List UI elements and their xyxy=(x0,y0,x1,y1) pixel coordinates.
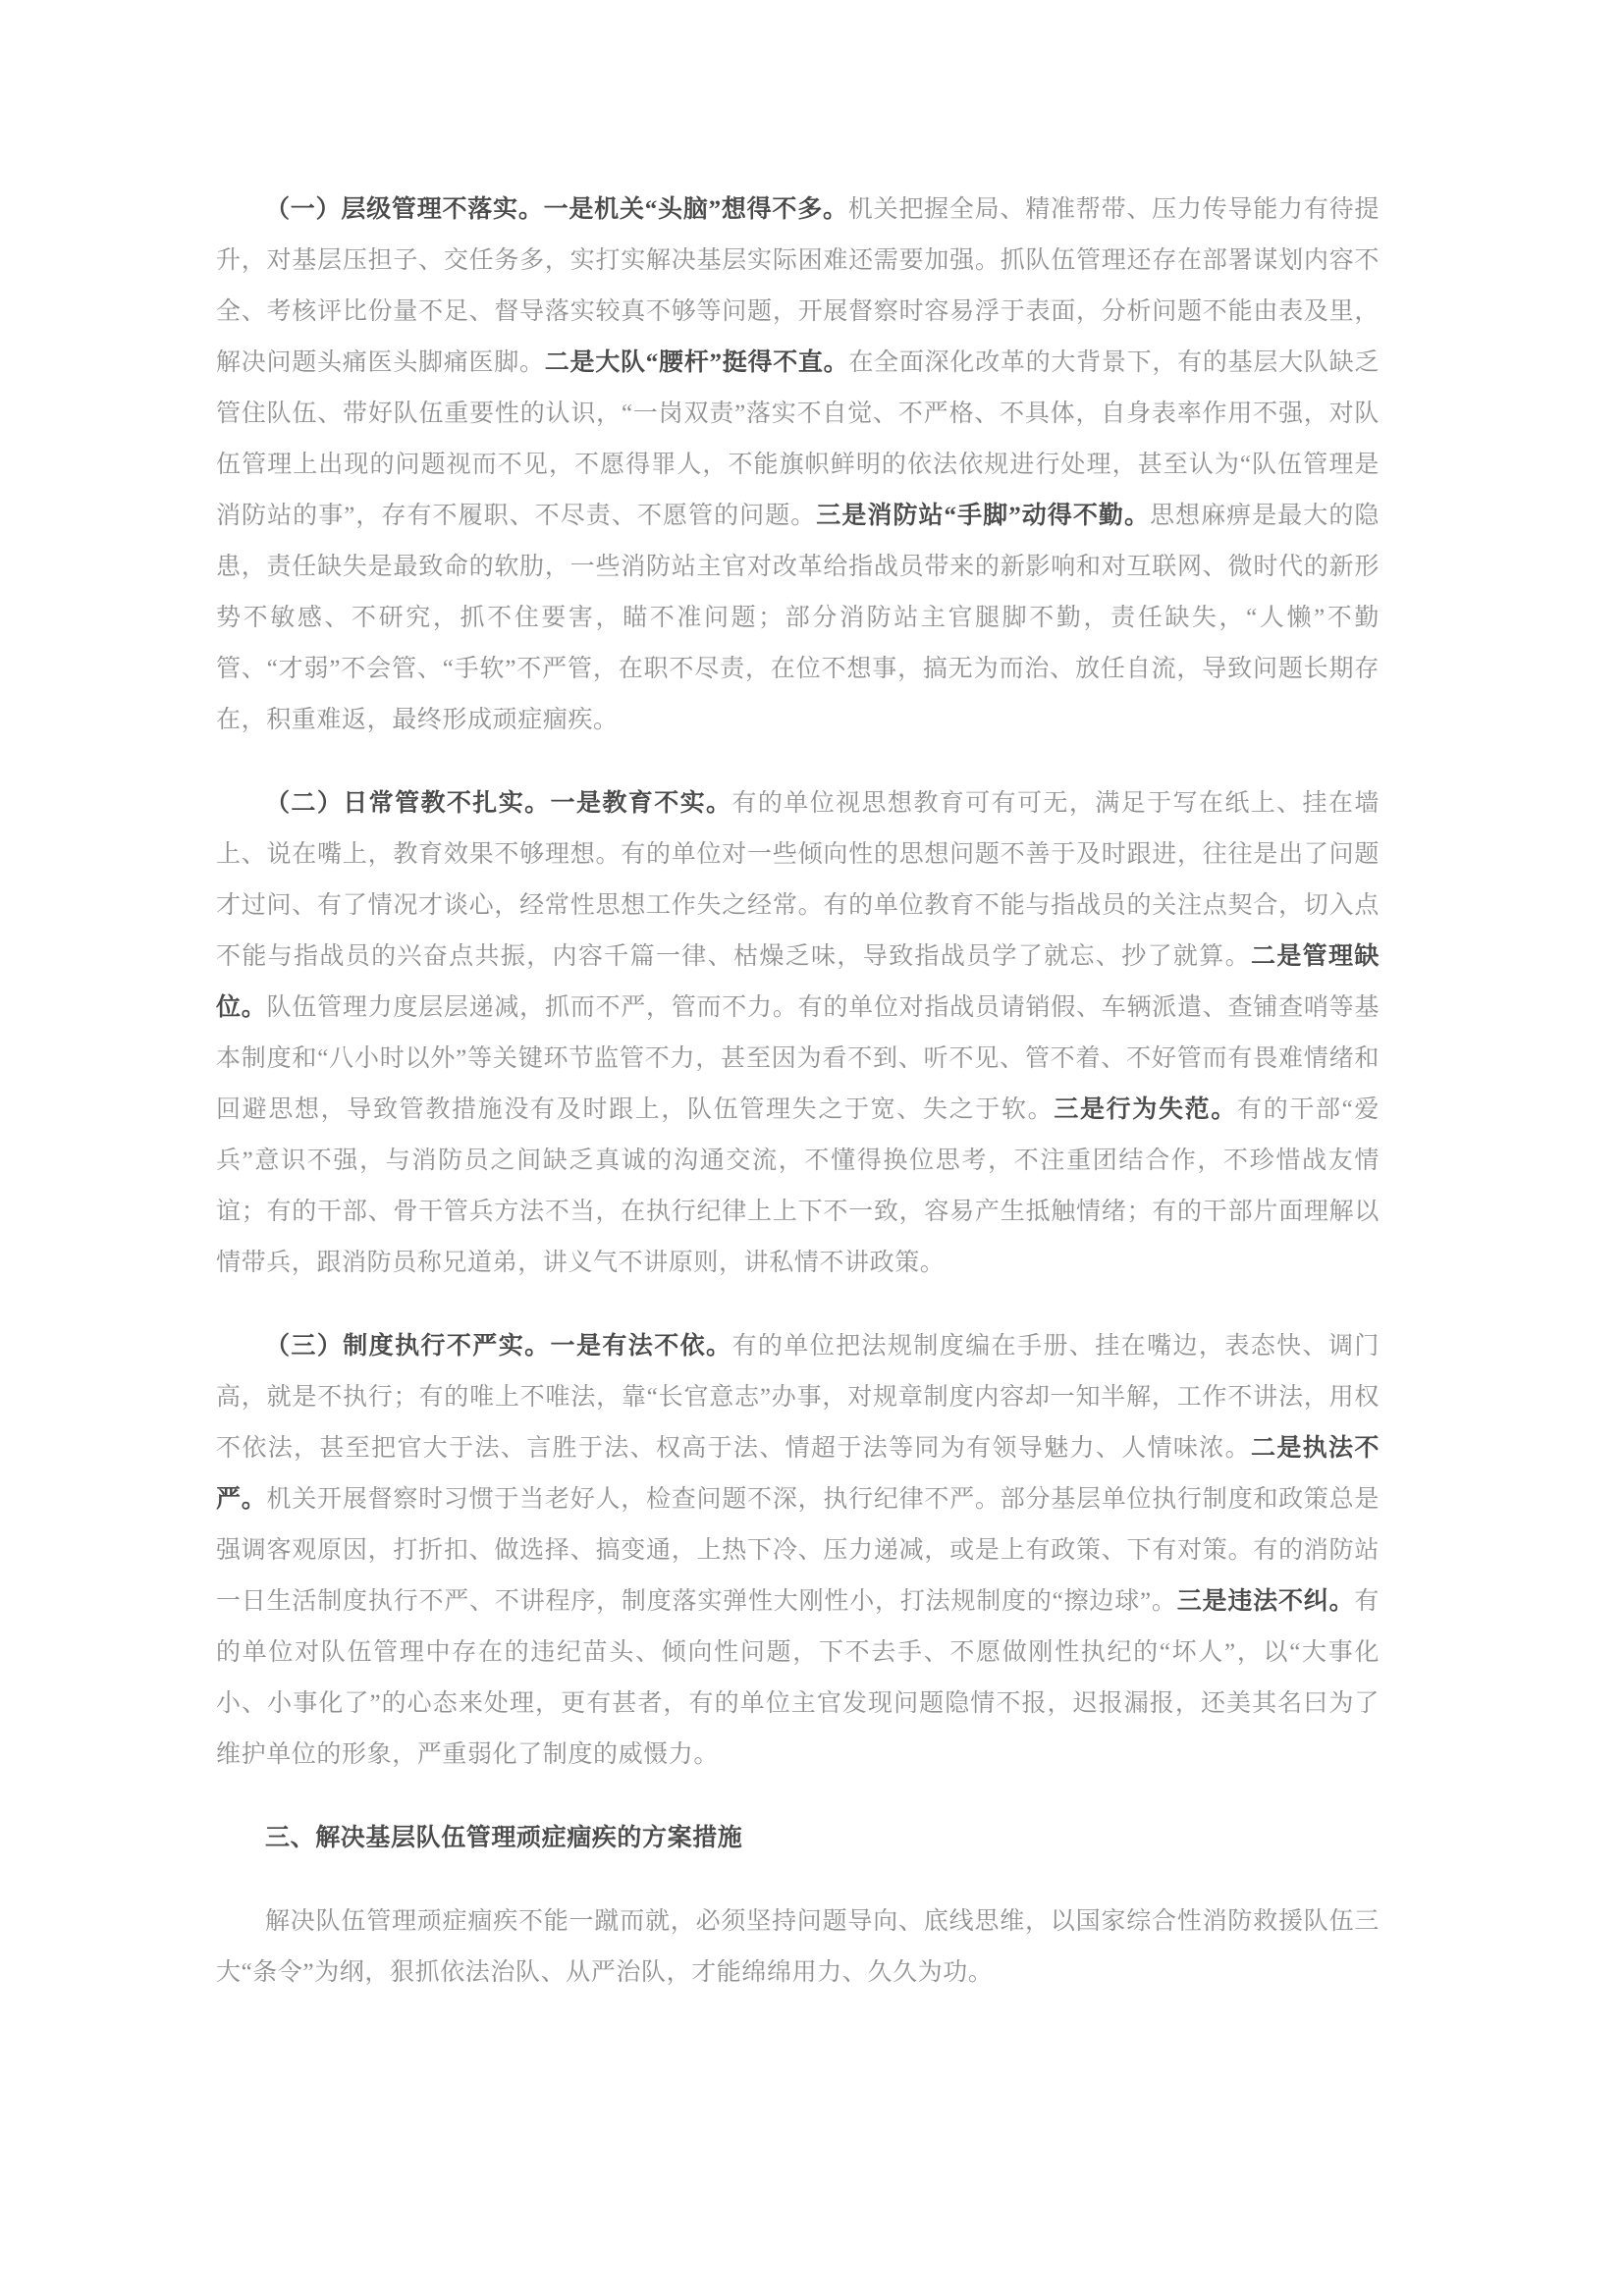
text-run: 解决队伍管理顽症痼疾不能一蹴而就，必须坚持问题导向、底线思维，以国家综合性消防救援队伍三大“条令”为纲，狠抓依法治队、从严治队，才能绵绵用力、久久为功。 xyxy=(216,1908,1380,1986)
bold-text-run: （三）制度执行不严实。一是有法不依。 xyxy=(265,1333,732,1360)
text-run: 思想麻痹是最大的隐患，责任缺失是最致命的软肋，一些消防站主官对改革给指战员带来的新影响和对互联网、微时代的新形势不敏感、不研究，抓不住要害，瞄不准问题；部分消防站主官腿脚不勤，责任缺失，“人懒”不勤管、“才弱”不会管、“手软”不严管，在职不尽责，在位不想事，搞无为而治、放任自流，导致问题长期存在，积重难返，最终形成顽症痼疾。 xyxy=(216,503,1380,733)
bold-text-run: 三、解决基层队伍管理顽症痼疾的方案措施 xyxy=(265,1825,743,1851)
bold-text-run: （一）层级管理不落实。一是机关“头脑”想得不多。 xyxy=(265,196,848,223)
bold-text-run: （二）日常管教不扎实。一是教育不实。 xyxy=(265,790,732,817)
paragraph xyxy=(216,1321,1380,1781)
text-run: 在全面深化改革的大背景下，有的基层大队缺乏管住队伍、带好队伍重要性的认识，“一岗双责”落实不自觉、不严格、不具体，自身表率作用不强，对队伍管理上出现的问题视而不见，不愿得罪人，不能旗帜鲜明的依法依规进行处理，甚至认为“队伍管理是消防站的事”，存有不履职、不尽责、不愿管的问题。 xyxy=(216,349,1380,529)
text-run: 有的干部“爱兵”意识不强，与消防员之间缺乏真诚的沟通交流，不懂得换位思考，不注重团结合作，不珍惜战友情谊；有的干部、骨干管兵方法不当，在执行纪律上上下不一致，容易产生抵触情绪；有的干部片面理解以情带兵，跟消防员称兄道弟，讲义气不讲原则，讲私情不讲政策。 xyxy=(216,1096,1380,1276)
text-run: 有的单位对队伍管理中存在的违纪苗头、倾向性问题，下不去手、不愿做刚性执纪的“坏人”，以“大事化小、小事化了”的心态来处理，更有甚者，有的单位主官发现问题隐情不报，迟报漏报，还美其名曰为了维护单位的形象，严重弱化了制度的威慑力。 xyxy=(216,1588,1380,1768)
paragraph xyxy=(216,1896,1380,1999)
document-body xyxy=(216,185,1380,1999)
text-run: 机关把握全局、精准帮带、压力传导能力有待提升，对基层压担子、交任务多，实打实解决基层实际困难还需要加强。抓队伍管理还存在部署谋划内容不全、考核评比份量不足、督导落实较真不够等问题，开展督察时容易浮于表面，分析问题不能由表及里，解决问题头痛医头脚痛医脚。 xyxy=(216,196,1380,376)
text-run: 机关开展督察时习惯于当老好人，检查问题不深，执行纪律不严。部分基层单位执行制度和政策总是强调客观原因，打折扣、做选择、搞变通，上热下冷、压力递减，或是上有政策、下有对策。有的消防站一日生活制度执行不严、不讲程序，制度落实弹性大刚性小，打法规制度的“擦边球”。 xyxy=(216,1486,1380,1615)
text-run: 队伍管理力度层层递减，抓而不严，管而不力。有的单位对指战员请销假、车辆派遣、查铺查哨等基本制度和“八小时以外”等关键环节监管不力，甚至因为看不到、听不见、管不着、不好管而有畏难情绪和回避思想，导致管教措施没有及时跟上，队伍管理失之于宽、失之于软。 xyxy=(216,994,1380,1123)
paragraph xyxy=(216,778,1380,1289)
bold-text-run: 二是执法不严。 xyxy=(216,1435,1380,1513)
bold-text-run: 三是行为失范。 xyxy=(1054,1096,1237,1123)
bold-text-run: 三是消防站“手脚”动得不勤。 xyxy=(816,503,1150,529)
section-heading xyxy=(216,1813,1380,1864)
paragraph xyxy=(216,185,1380,746)
bold-text-run: 二是管理缺位。 xyxy=(216,943,1380,1021)
bold-text-run: 二是大队“腰杆”挺得不直。 xyxy=(544,349,849,376)
text-run: 有的单位把法规制度编在手册、挂在嘴边，表态快、调门高，就是不执行；有的唯上不唯法，靠“长官意志”办事，对规章制度内容却一知半解，工作不讲法，用权不依法，甚至把官大于法、言胜于法、权高于法、情超于法等同为有领导魅力、人情味浓。 xyxy=(216,1333,1380,1462)
text-run: 有的单位视思想教育可有可无，满足于写在纸上、挂在墙上、说在嘴上，教育效果不够理想。有的单位对一些倾向性的思想问题不善于及时跟进，往往是出了问题才过问、有了情况才谈心，经常性思想工作失之经常。有的单位教育不能与指战员的关注点契合，切入点不能与指战员的兴奋点共振，内容千篇一律、枯燥乏味，导致指战员学了就忘、抄了就算。 xyxy=(216,790,1380,970)
bold-text-run: 三是违法不纠。 xyxy=(1176,1588,1355,1615)
